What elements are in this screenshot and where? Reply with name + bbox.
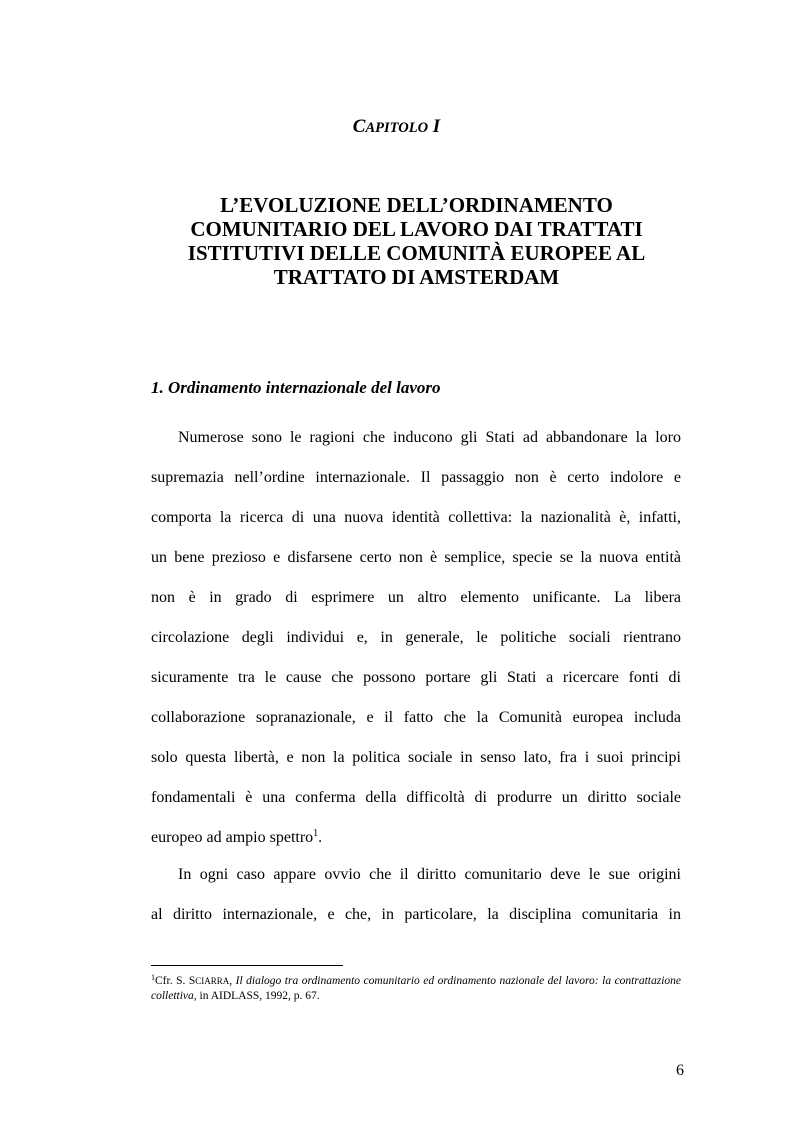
body-paragraph-1 [151, 418, 681, 858]
paragraph-line: solo questa libertà, e non la politica sociale in senso lato, fra i suoi principi [151, 749, 681, 766]
footnote-marker: 1 [151, 973, 155, 982]
chapter-title-line: ISTITUTIVI DELLE COMUNITÀ EUROPEE AL [187, 241, 646, 265]
paragraph-line: un bene prezioso e disfarsene certo non è semplice, specie se la nuova entità [151, 549, 681, 566]
chapter-label-initial: C [352, 116, 366, 137]
paragraph-line: comporta la ricerca di una nuova identità collettiva: la nazionalità è, infatti, [151, 509, 681, 526]
paragraph-last-line [151, 818, 681, 858]
chapter-label-numeral: I [432, 116, 441, 137]
footnote-prefix: Cfr. S. [155, 975, 189, 987]
chapter-title [130, 193, 703, 289]
paragraph-line: non è in grado di esprimere un altro elemento unificante. La libera [151, 589, 681, 606]
footnote-author-initial: S [188, 975, 196, 987]
section-heading: 1. Ordinamento internazionale del lavoro [151, 378, 441, 397]
footnote [151, 974, 681, 1004]
paragraph-line: sicuramente tra le cause che possono portare gli Stati a ricercare fonti di [151, 669, 681, 686]
paragraph-line: collaborazione sopranazionale, e il fatto che la Comunità europea includa [151, 709, 681, 726]
chapter-title-line: TRATTATO DI AMSTERDAM [273, 265, 560, 289]
footnote-title: Il dialogo tra ordinamento comunitario ed ordinamento nazionale del lavoro: la contrattazione collettiva, [151, 975, 682, 1002]
paragraph-line: al diritto internazionale, e che, in particolare, la disciplina comunitaria in [151, 906, 681, 923]
paragraph-line: fondamentali è una conferma della difficoltà di produrre un diritto sociale [151, 789, 681, 806]
footnote-reference[interactable]: 1 [313, 828, 319, 839]
chapter-label-rest: APITOLO [365, 120, 429, 136]
footnote-separator [151, 965, 343, 966]
chapter-title-line: COMUNITARIO DEL LAVORO DAI TRATTATI [190, 217, 643, 241]
paragraph-line: circolazione degli individui e, in generale, le politiche sociali rientrano [151, 629, 681, 646]
paragraph-line-end: . [318, 829, 323, 846]
footnote-author-rest: CIARRA [195, 976, 230, 986]
paragraph-line: Numerose sono le ragioni che inducono gli Stati ad abbandonare la loro [178, 429, 681, 446]
body-paragraph-2 [151, 855, 681, 935]
chapter-title-line: L’EVOLUZIONE DELL’ORDINAMENTO [220, 193, 613, 217]
footnote-separator-text: , [229, 975, 236, 987]
paragraph-line: In ogni caso appare ovvio che il diritto comunitario deve le sue origini [178, 866, 681, 883]
page-number: 6 [676, 1062, 684, 1079]
paragraph-line: supremazia nell’ordine internazionale. Il passaggio non è certo indolore e [151, 469, 681, 486]
paragraph-line-text: europeo ad ampio spettro [151, 829, 314, 846]
footnote-source: in AIDLASS, 1992, p. 67. [196, 990, 320, 1002]
chapter-label [0, 116, 793, 138]
